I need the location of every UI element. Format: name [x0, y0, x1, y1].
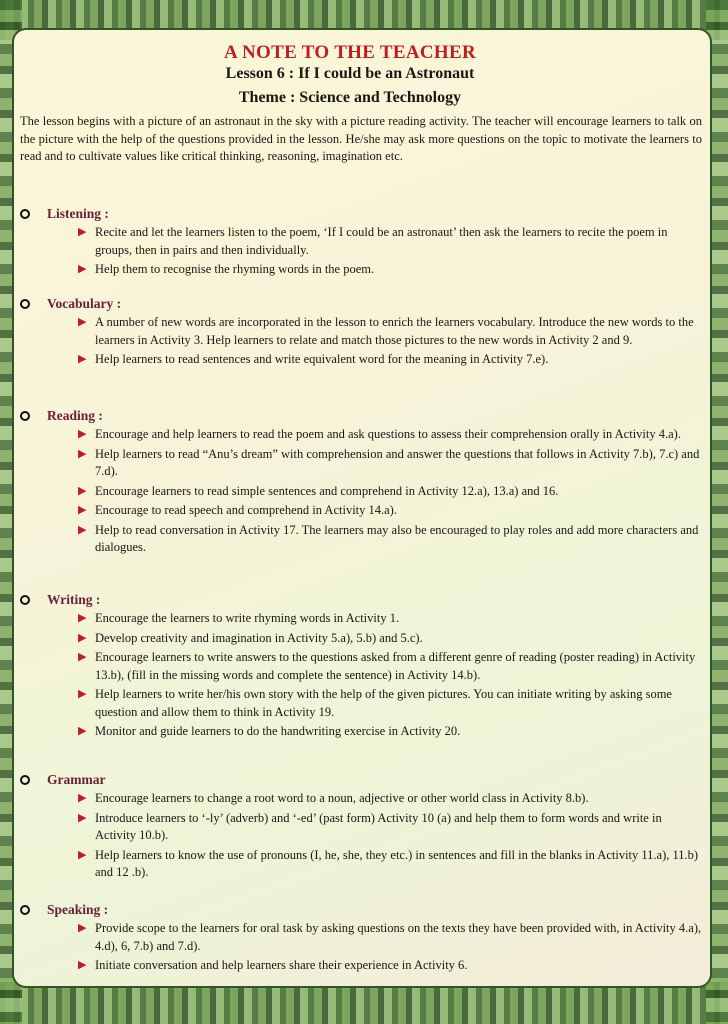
- list-item: ▶ Encourage learners to change a root word to a noun, adjective or other world class in Activity 8.b).: [78, 790, 705, 808]
- section-writing: [20, 592, 710, 743]
- arrow-bullet-icon: ▶: [78, 651, 87, 663]
- arrow-bullet-icon: ▶: [78, 263, 87, 275]
- list-item: ▶ Encourage learners to read simple sentences and comprehend in Activity 12.a), 13.a) and 16.: [78, 483, 705, 501]
- list-item: ▶ Provide scope to the learners for oral task by asking questions on the texts they have been provided with, in Activity 4.a), 4.d), 6, 7.b) and 7.d).: [78, 921, 702, 953]
- arrow-bullet-icon: ▶: [78, 811, 87, 824]
- section-bullet-icon: [20, 905, 30, 915]
- arrow-bullet-icon: ▶: [78, 725, 87, 737]
- arrow-bullet-icon: ▶: [78, 848, 87, 861]
- list-item: ▶ Recite and let the learners listen to the poem, ‘If I could be an astronaut’ then ask the learners to recite the poem in groups, then in pairs and then individually.: [78, 225, 668, 257]
- section-title: Vocabulary :: [47, 296, 122, 311]
- list-item: ▶ Initiate conversation and help learners share their experience in Activity 6.: [78, 957, 705, 975]
- arrow-bullet-icon: ▶: [78, 316, 87, 328]
- list-item: ▶ Help them to recognise the rhyming words in the poem.: [78, 261, 705, 279]
- arrow-bullet-icon: ▶: [78, 484, 87, 497]
- list-item: ▶ Help to read conversation in Activity 17. The learners may also be encouraged to play roles and add more characters and dialogues.: [78, 522, 699, 554]
- list-item: ▶ Encourage and help learners to read the poem and ask questions to assess their comprehension orally in Activity 4.a).: [78, 426, 705, 444]
- section-bullet-icon: [20, 775, 30, 785]
- list-item: ▶ Encourage to read speech and comprehend in Activity 14.a).: [78, 502, 705, 520]
- list-item: ▶ Help learners to write her/his own story with the help of the given pictures. You can initiate writing by asking some question and allow them to think in Activity 19.: [78, 687, 672, 719]
- theme-heading: Theme : Science and Technology: [238, 89, 462, 106]
- arrow-bullet-icon: ▶: [78, 688, 87, 700]
- list-item: ▶ Help learners to know the use of pronouns (I, he, she, they etc.) in sentences and fill in the blanks in Activity 11.a), 11.b) and 12 .b).: [78, 847, 699, 879]
- section-title: Writing :: [47, 592, 101, 607]
- vine-border-bottom: [0, 982, 728, 1024]
- list-item: ▶ A number of new words are incorporated in the lesson to enrich the learners vocabulary. Introduce the new words to the learners in Activity 3. Help learners to relate and match those pictures to the new words in Activity 2 and 9.: [78, 315, 694, 347]
- list-item: ▶ Develop creativity and imagination in Activity 5.a), 5.b) and 5.c).: [78, 630, 705, 648]
- list-item: ▶ Help learners to read “Anu’s dream” with comprehension and answer the questions that follows in Activity 7.b), 7.c) and 7.d).: [78, 446, 700, 478]
- arrow-bullet-icon: ▶: [78, 353, 87, 365]
- section-title: Listening :: [47, 206, 109, 221]
- arrow-bullet-icon: ▶: [78, 504, 87, 516]
- list-item: ▶ Introduce learners to ‘-ly’ (adverb) and ‘-ed’ (past form) Activity 10 (a) and help them to form words and write in Activity 10.b).: [78, 810, 662, 842]
- section-reading: [20, 408, 710, 559]
- section-vocabulary: [20, 296, 710, 371]
- section-speaking: [20, 902, 710, 977]
- list-item: ▶ Monitor and guide learners to do the handwriting exercise in Activity 20.: [78, 723, 705, 741]
- arrow-bullet-icon: ▶: [78, 922, 87, 934]
- section-title: Grammar: [47, 772, 106, 787]
- intro-paragraph: The lesson begins with a picture of an astronaut in the sky with a picture reading activity. The teacher will encourage learners to talk on the picture with the help of the questions provided in the lesson. He/she may ask more questions on the topic to motivate the learners to read and to cultivate values like critical thinking, reasoning, imagination etc.: [20, 114, 702, 163]
- arrow-bullet-icon: ▶: [78, 447, 87, 460]
- list-item: ▶ Help learners to read sentences and write equivalent word for the meaning in Activity 7.e).: [78, 351, 705, 369]
- section-bullet-icon: [20, 299, 30, 309]
- section-title: Speaking :: [47, 902, 109, 917]
- arrow-bullet-icon: ▶: [78, 226, 87, 238]
- section-title: Reading :: [47, 408, 103, 423]
- lesson-heading: Lesson 6 : If I could be an Astronaut: [225, 65, 475, 82]
- arrow-bullet-icon: ▶: [78, 792, 87, 804]
- section-bullet-icon: [20, 595, 30, 605]
- section-bullet-icon: [20, 209, 30, 219]
- arrow-bullet-icon: ▶: [78, 428, 87, 440]
- list-item: ▶ Encourage the learners to write rhyming words in Activity 1.: [78, 610, 705, 628]
- arrow-bullet-icon: ▶: [78, 612, 87, 624]
- arrow-bullet-icon: ▶: [78, 631, 87, 644]
- page-title: A NOTE TO THE TEACHER: [224, 42, 476, 63]
- list-item: ▶ Encourage learners to write answers to the questions asked from a different genre of reading (poster reading) in Activity 13.b), (fill in the missing words and complete the sentence) in Activity 14.b).: [78, 650, 696, 682]
- section-grammar: [20, 772, 710, 884]
- arrow-bullet-icon: ▶: [78, 959, 87, 971]
- arrow-bullet-icon: ▶: [78, 523, 87, 536]
- section-listening: [20, 206, 710, 281]
- section-bullet-icon: [20, 411, 30, 421]
